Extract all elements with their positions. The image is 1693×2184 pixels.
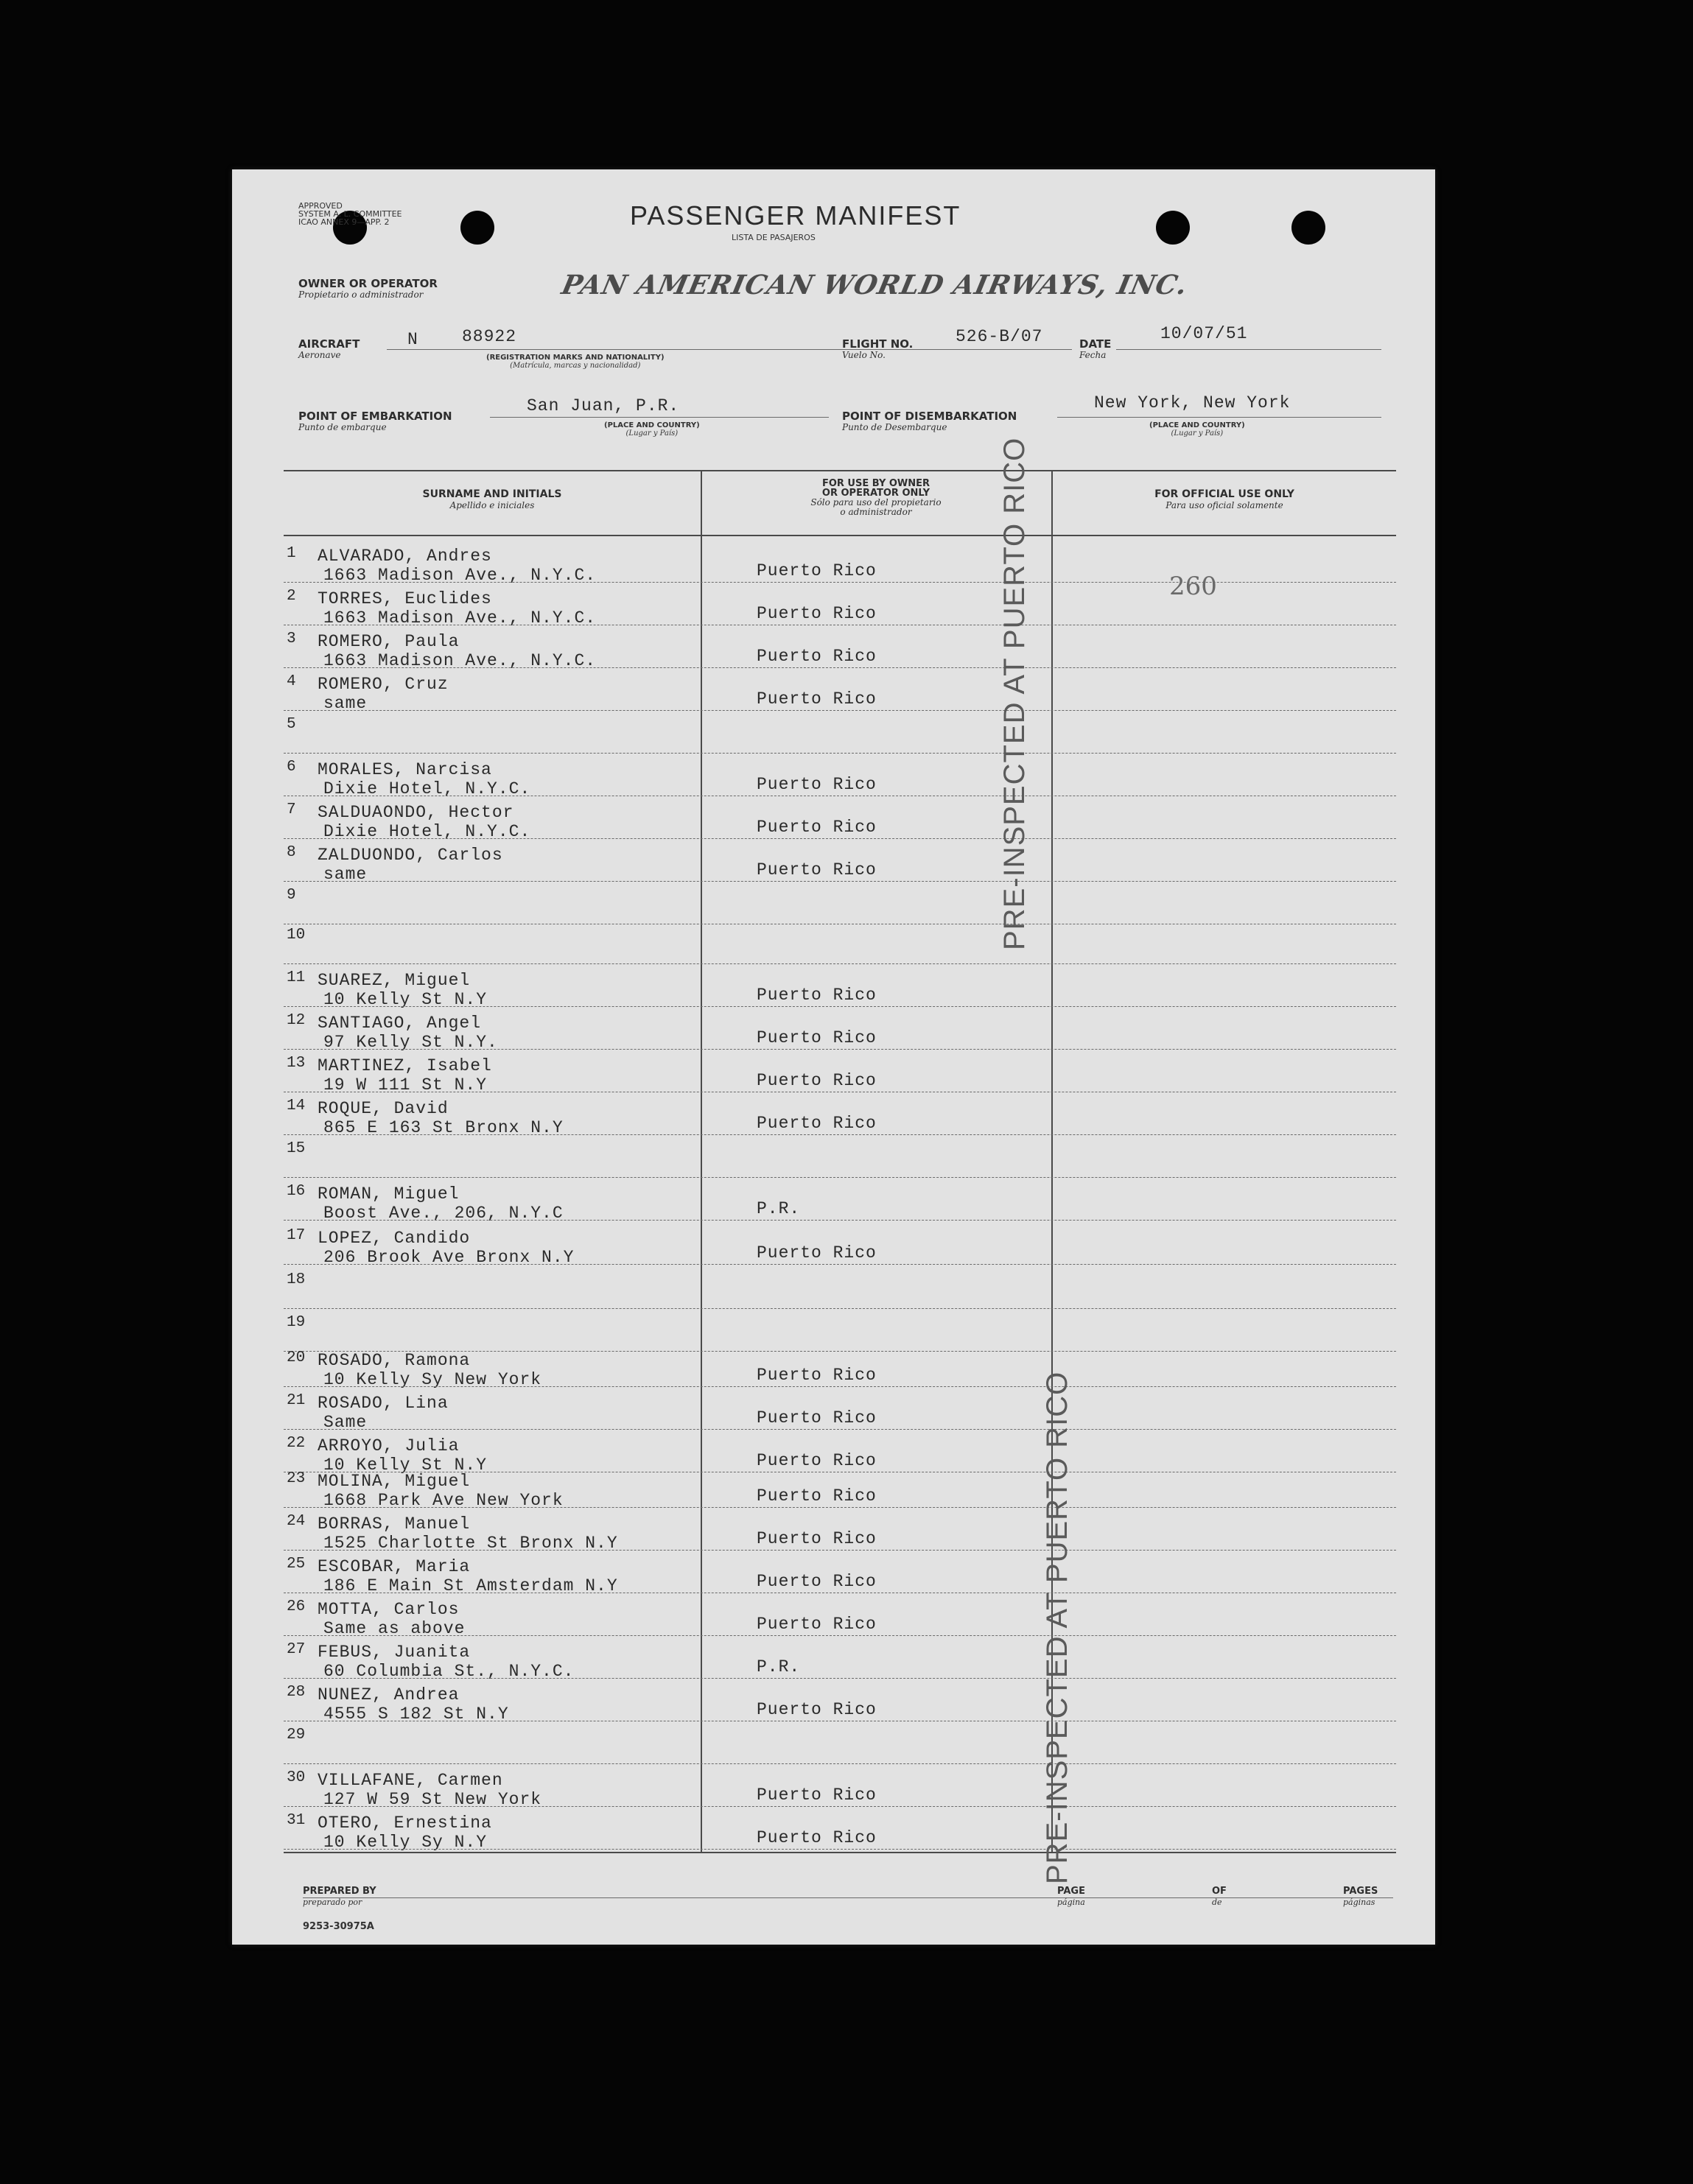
passenger-origin: P.R. [757,1199,801,1218]
passenger-address: 10 Kelly Sy New York [323,1370,542,1389]
row-number: 15 [287,1140,306,1157]
table-row [232,1388,1435,1430]
row-rule [284,1220,1396,1221]
row-rule [284,1264,1396,1265]
row-number: 12 [287,1012,306,1029]
passenger-address: 1663 Madison Ave., N.Y.C. [323,651,597,670]
passenger-name: ROMERO, Cruz [318,675,449,694]
passenger-name: SUAREZ, Miguel [318,971,471,990]
row-number: 18 [287,1271,306,1288]
row-rule [284,1806,1396,1807]
approval-line: ICAO ANNEX 9—APP. 2 [298,217,390,227]
passenger-name: ROSADO, Ramona [318,1351,471,1370]
table-row [232,1509,1435,1551]
passenger-origin: Puerto Rico [757,1529,877,1548]
passenger-name: ROQUE, David [318,1099,449,1118]
passenger-origin: Puerto Rico [757,1486,877,1506]
table-row [232,965,1435,1008]
table-row [232,1345,1435,1388]
row-rule [284,1049,1396,1050]
row-rule [284,1429,1396,1430]
footer-of: OF de [1212,1886,1227,1907]
disembark-underline [1057,417,1381,418]
passenger-address: 865 E 163 St Bronx N.Y [323,1118,564,1137]
table-row [232,1050,1435,1093]
flight-value: 526-B/07 [956,327,1043,346]
passenger-origin: Puerto Rico [757,775,877,794]
row-number: 31 [287,1812,306,1829]
row-rule [284,1849,1396,1850]
passenger-address: 1668 Park Ave New York [323,1491,564,1510]
row-number: 28 [287,1684,306,1701]
row-rule [284,1006,1396,1007]
owner-value: PAN AMERICAN WORLD AIRWAYS, INC. [558,270,1191,301]
passenger-origin: Puerto Rico [757,1408,877,1428]
passenger-address: 4555 S 182 St N.Y [323,1704,509,1724]
passenger-origin: Puerto Rico [757,1028,877,1047]
official-number: 260 [1169,572,1217,601]
passenger-origin: Puerto Rico [757,689,877,709]
flight-label: FLIGHT NO. Vuelo No. [842,337,914,360]
passenger-origin: Puerto Rico [757,1071,877,1090]
row-number: 23 [287,1470,306,1487]
table-row [232,797,1435,840]
preinspection-stamp: PRE-INSPECTED AT PUERTO RICO [1041,1371,1073,1884]
aircraft-value: 88922 [462,327,517,346]
col-official-header: FOR OFFICIAL USE ONLY Para uso oficial solamente [1154,488,1294,510]
passenger-address: 19 W 111 St N.Y [323,1075,488,1095]
punch-hole [1291,211,1325,245]
row-rule [284,838,1396,839]
approval-block [298,202,402,226]
row-number: 11 [287,969,306,986]
row-rule [284,1134,1396,1135]
passenger-address: Boost Ave., 206, N.Y.C [323,1204,564,1223]
passenger-address: 10 Kelly St N.Y [323,1456,488,1475]
passenger-name: ARROYO, Julia [318,1436,460,1456]
table-row [232,712,1435,754]
passenger-origin: Puerto Rico [757,1366,877,1385]
passenger-origin: Puerto Rico [757,1114,877,1133]
embark-value: San Juan, P.R. [527,396,680,415]
passenger-origin: Puerto Rico [757,1700,877,1719]
passenger-origin: Puerto Rico [757,1786,877,1805]
table-row [232,1008,1435,1050]
row-number: 17 [287,1227,306,1244]
date-value: 10/07/51 [1160,324,1248,343]
row-rule [284,582,1396,583]
embark-underline [490,417,829,418]
passenger-address: 127 W 59 St New York [323,1790,542,1809]
passenger-origin: P.R. [757,1657,801,1676]
disembark-value: New York, New York [1094,393,1291,412]
passenger-name: BORRAS, Manuel [318,1514,471,1534]
table-row [232,1722,1435,1765]
row-number: 19 [287,1314,306,1331]
passenger-origin: Puerto Rico [757,1828,877,1847]
passenger-name: FEBUS, Juanita [318,1643,471,1662]
date-underline [1116,349,1381,350]
table-row [232,1093,1435,1136]
row-number: 2 [287,588,296,605]
col-owner-header: FOR USE BY OWNER OR OPERATOR ONLY Sólo para uso del propietario o administrador [810,478,942,517]
passenger-address: Same [323,1413,368,1432]
passenger-name: MOTTA, Carlos [318,1600,460,1619]
row-number: 26 [287,1598,306,1615]
passenger-origin: Puerto Rico [757,818,877,837]
punch-hole [1156,211,1190,245]
row-number: 27 [287,1641,306,1658]
date-label: DATE Fecha [1079,337,1112,360]
table-row [232,840,1435,882]
preinspection-stamp: PRE-INSPECTED AT PUERTO RICO [998,437,1031,950]
passenger-name: SANTIAGO, Angel [318,1014,482,1033]
passenger-name: NUNEZ, Andrea [318,1685,460,1704]
row-rule [284,1507,1396,1508]
row-rule [284,1763,1396,1764]
passenger-address: 97 Kelly St N.Y. [323,1033,498,1052]
passenger-origin: Puerto Rico [757,1451,877,1470]
table-row [232,1808,1435,1850]
row-number: 4 [287,673,296,690]
passenger-address: 10 Kelly Sy N.Y [323,1833,488,1852]
row-rule [284,1386,1396,1387]
table-row [232,1765,1435,1808]
passenger-name: ZALDUONDO, Carlos [318,846,503,865]
row-number: 7 [287,801,296,818]
row-number: 8 [287,844,296,861]
form-code: 9253-30975A [303,1921,374,1932]
footer-page: PAGE página [1057,1886,1085,1907]
passenger-name: ALVARADO, Andres [318,547,492,566]
row-number: 30 [287,1769,306,1786]
passenger-address: 186 E Main St Amsterdam N.Y [323,1576,618,1595]
form-title: PASSENGER MANIFEST [630,200,961,231]
row-number: 14 [287,1098,306,1114]
row-rule [284,881,1396,882]
embark-place-sub: (PLACE AND COUNTRY) (Lugar y País) [604,421,700,438]
passenger-address: same [323,694,368,713]
row-number: 13 [287,1055,306,1072]
row-rule [284,1177,1396,1178]
table-header-rule [284,535,1396,536]
table-row [232,626,1435,669]
row-rule [284,753,1396,754]
table-row [232,754,1435,797]
passenger-name: MOLINA, Miguel [318,1472,471,1491]
passenger-origin: Puerto Rico [757,647,877,666]
passenger-name: ROMERO, Paula [318,632,460,651]
table-row [232,1179,1435,1221]
row-number: 1 [287,545,296,562]
passenger-origin: Puerto Rico [757,1615,877,1634]
passenger-origin: Puerto Rico [757,604,877,623]
row-number: 24 [287,1513,306,1530]
owner-label: OWNER OR OPERATOR Propietario o administrador [298,277,438,300]
table-row [232,922,1435,965]
passenger-address: Dixie Hotel, N.Y.C. [323,779,531,798]
passenger-origin: Puerto Rico [757,986,877,1005]
aircraft-label: AIRCRAFT Aeronave [298,337,360,360]
table-row [232,1136,1435,1179]
table-bottom-rule [284,1852,1396,1853]
table-row [232,669,1435,712]
passenger-address: 1525 Charlotte St Bronx N.Y [323,1534,618,1553]
passenger-origin: Puerto Rico [757,1572,877,1591]
row-rule [284,963,1396,964]
row-number: 20 [287,1349,306,1366]
passenger-name: MORALES, Narcisa [318,760,492,779]
passenger-name: ROMAN, Miguel [318,1184,460,1204]
footer-prepared: PREPARED BY preparado por [303,1886,376,1907]
row-rule [284,1678,1396,1679]
table-row [232,1551,1435,1594]
passenger-address: same [323,865,368,884]
row-rule [284,1308,1396,1309]
punch-hole [460,211,494,245]
table-row [232,1267,1435,1310]
row-number: 6 [287,759,296,776]
passenger-name: ROSADO, Lina [318,1394,449,1413]
row-number: 29 [287,1727,306,1744]
passenger-name: MARTINEZ, Isabel [318,1056,492,1075]
table-row [232,541,1435,583]
passenger-origin: Puerto Rico [757,860,877,879]
disembark-place-sub: (PLACE AND COUNTRY) (Lugar y País) [1149,421,1245,438]
passenger-name: SALDUAONDO, Hector [318,803,514,822]
approval-line: SYSTEM A. L. COMMITTEE [298,209,402,219]
table-row [232,882,1435,925]
table-row [232,1679,1435,1722]
table-row [232,583,1435,626]
row-number: 16 [287,1183,306,1200]
row-number: 22 [287,1435,306,1452]
passenger-address: 1663 Madison Ave., N.Y.C. [323,566,597,585]
passenger-address: Dixie Hotel, N.Y.C. [323,822,531,841]
form-title-es: LISTA DE PASAJEROS [732,233,816,242]
aircraft-sub: (REGISTRATION MARKS AND NATIONALITY) (Matrícula, marcas y nacionalidad) [486,354,665,370]
passenger-address: 10 Kelly St N.Y [323,990,488,1009]
passenger-origin: Puerto Rico [757,561,877,580]
row-number: 5 [287,716,296,733]
table-row [232,1637,1435,1679]
table-row [232,1466,1435,1509]
manifest-sheet [232,169,1435,1945]
row-number: 25 [287,1556,306,1573]
passenger-address: 1663 Madison Ave., N.Y.C. [323,608,597,628]
approval-line: APPROVED [298,201,343,211]
aircraft-prefix: N [407,330,418,349]
row-rule [284,1550,1396,1551]
row-rule [284,710,1396,711]
col-surname-header: SURNAME AND INITIALS Apellido e iniciales [422,488,562,510]
aircraft-underline [387,349,1072,350]
row-rule [284,667,1396,668]
passenger-name: ESCOBAR, Maria [318,1557,471,1576]
passenger-address: 206 Brook Ave Bronx N.Y [323,1248,575,1267]
passenger-origin: Puerto Rico [757,1243,877,1263]
row-number: 10 [287,927,306,944]
table-top-rule [284,470,1396,471]
passenger-name: OTERO, Ernestina [318,1813,492,1833]
footer-line [303,1897,1393,1898]
passenger-address: 60 Columbia St., N.Y.C. [323,1662,575,1681]
row-number: 3 [287,631,296,647]
table-row [232,1223,1435,1265]
table-row [232,1594,1435,1637]
row-rule [284,1635,1396,1636]
passenger-name: VILLAFANE, Carmen [318,1771,503,1790]
passenger-address: Same as above [323,1619,466,1638]
embark-label: POINT OF EMBARKATION Punto de embarque [298,410,452,432]
row-number: 21 [287,1392,306,1409]
footer-pages: PAGES páginas [1343,1886,1378,1907]
passenger-name: LOPEZ, Candido [318,1229,471,1248]
disembark-label: POINT OF DISEMBARKATION Punto de Desembarque [842,410,1017,432]
passenger-name: TORRES, Euclides [318,589,492,608]
row-number: 9 [287,887,296,904]
